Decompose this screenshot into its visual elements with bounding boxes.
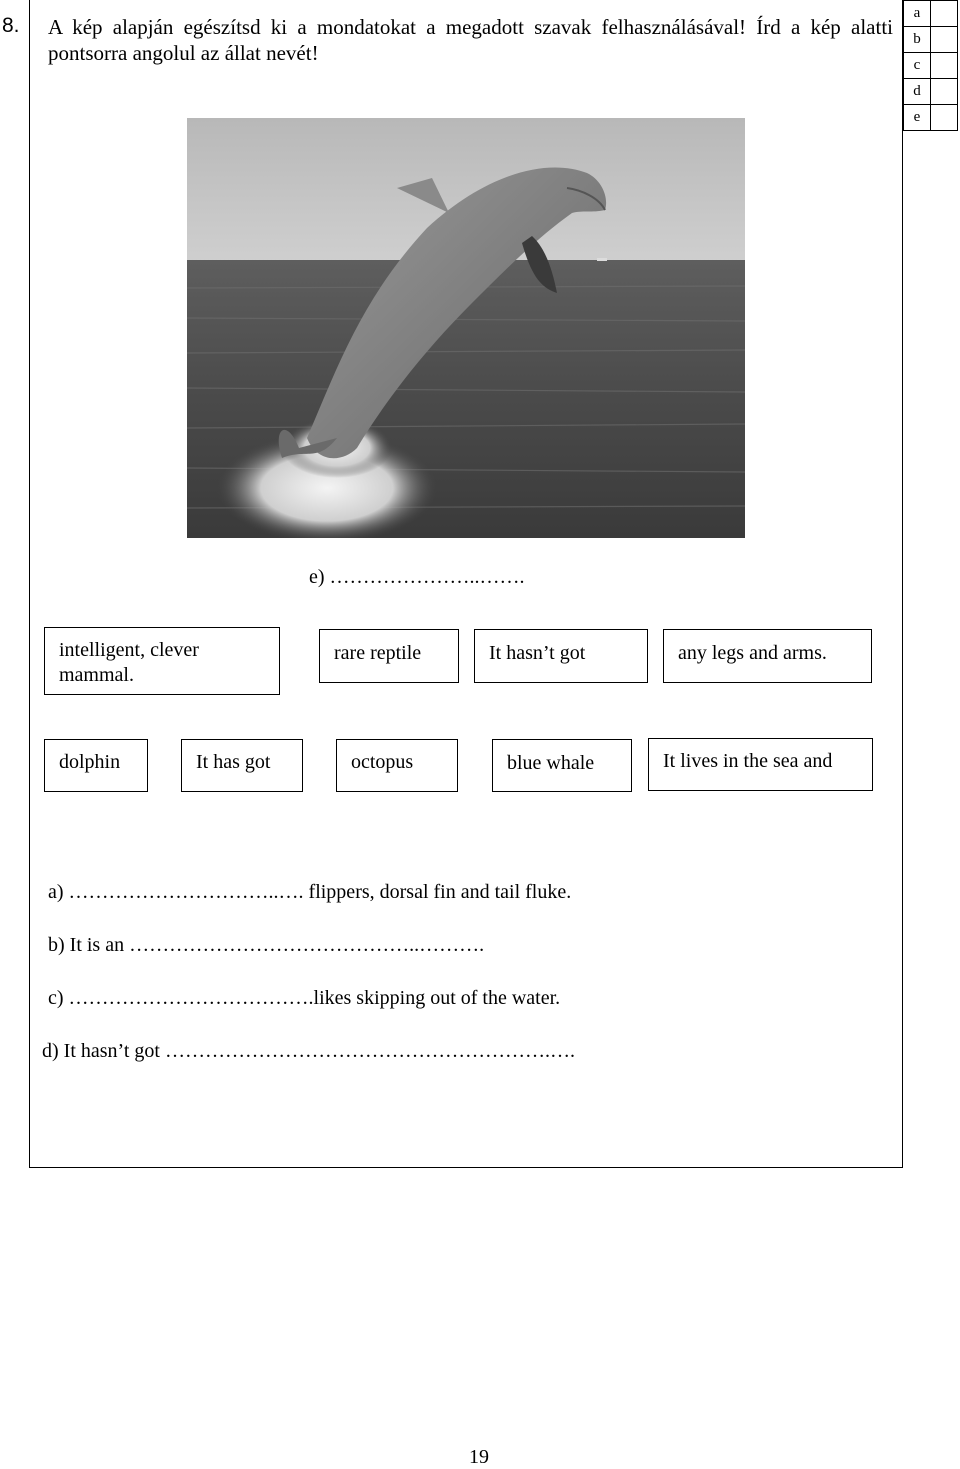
word-box-octopus: octopus [336,739,458,792]
word-box-any-legs-and-arms: any legs and arms. [663,629,872,683]
grade-cell-e[interactable] [931,105,958,131]
sentence-c[interactable]: c) ……………………………….likes skipping out of the water. [48,987,561,1009]
word-box-intelligent-clever-mammal: intelligent, clever mammal. [44,627,280,695]
word-box-blue-whale: blue whale [492,739,632,792]
answer-e-line[interactable]: e) …………………..……. [309,566,525,588]
grade-label-e: e [904,105,931,131]
sentence-a[interactable]: a) …………………………..…. flippers, dorsal fin and tail fluke. [48,881,572,903]
page-number: 19 [469,1446,489,1468]
grade-label-c: c [904,53,931,79]
word-box-it-lives-in-the-sea: It lives in the sea and [648,738,873,791]
grading-table [903,0,958,131]
grade-cell-c[interactable] [931,53,958,79]
task-instruction: A kép alapján egészítsd ki a mondatokat a megadott szavak felhasználásával! Írd a kép alatti pontsorra angolul az állat nevét! [48,15,893,65]
grade-label-d: d [904,79,931,105]
sentence-d[interactable]: d) It hasn’t got ………………………………………………….…. [42,1040,575,1062]
grade-cell-b[interactable] [931,27,958,53]
grade-label-a: a [904,1,931,27]
grade-label-b: b [904,27,931,53]
grade-cell-d[interactable] [931,79,958,105]
task-number: 8. [2,14,20,37]
word-box-it-hasnt-got: It hasn’t got [474,629,648,683]
word-box-dolphin: dolphin [44,739,148,792]
word-box-it-has-got: It has got [181,739,303,792]
grade-cell-a[interactable] [931,1,958,27]
sentence-b[interactable]: b) It is an ……………………………………..………. [48,934,485,956]
word-box-rare-reptile: rare reptile [319,629,459,683]
dolphin-photo [187,118,745,538]
